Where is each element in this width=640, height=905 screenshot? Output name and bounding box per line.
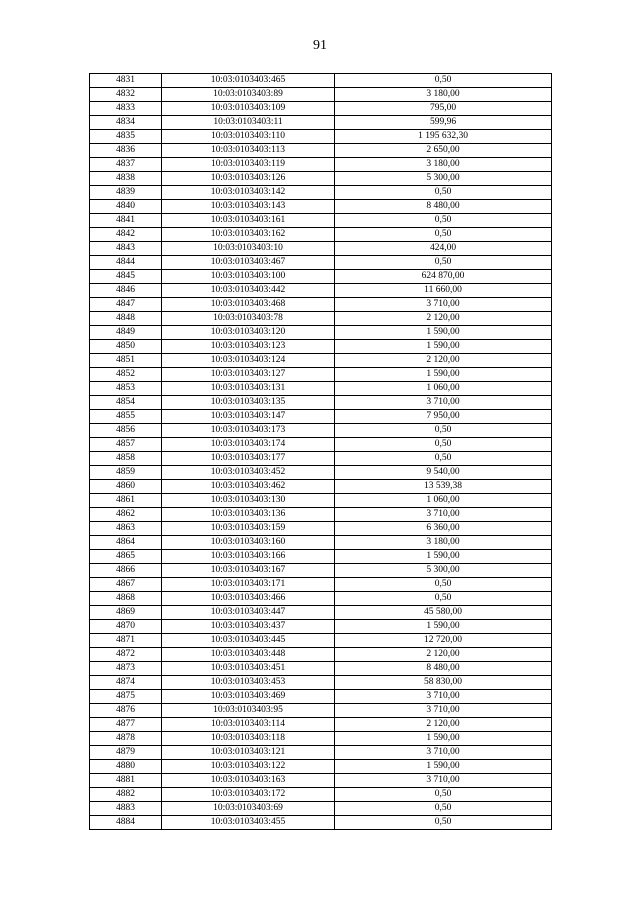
row-number-cell: 4871 bbox=[90, 634, 162, 648]
table-row bbox=[90, 242, 552, 256]
value-cell: 2 120,00 bbox=[335, 312, 552, 326]
value-cell: 0,50 bbox=[335, 592, 552, 606]
table-row bbox=[90, 564, 552, 578]
cadastral-value-table bbox=[89, 73, 552, 830]
row-number-cell: 4850 bbox=[90, 340, 162, 354]
value-cell: 1 590,00 bbox=[335, 340, 552, 354]
cadastral-number-cell: 10:03:0103403:114 bbox=[162, 718, 335, 732]
cadastral-number-cell: 10:03:0103403:126 bbox=[162, 172, 335, 186]
table-row bbox=[90, 214, 552, 228]
table-body bbox=[90, 74, 552, 830]
table-row bbox=[90, 298, 552, 312]
row-number-cell: 4835 bbox=[90, 130, 162, 144]
cadastral-number-cell: 10:03:0103403:100 bbox=[162, 270, 335, 284]
value-cell: 3 710,00 bbox=[335, 746, 552, 760]
cadastral-number-cell: 10:03:0103403:119 bbox=[162, 158, 335, 172]
table-row bbox=[90, 256, 552, 270]
row-number-cell: 4859 bbox=[90, 466, 162, 480]
table-row bbox=[90, 102, 552, 116]
table-row bbox=[90, 592, 552, 606]
table-row bbox=[90, 326, 552, 340]
cadastral-number-cell: 10:03:0103403:172 bbox=[162, 788, 335, 802]
table-row bbox=[90, 662, 552, 676]
table-row bbox=[90, 690, 552, 704]
table-row bbox=[90, 522, 552, 536]
table-row bbox=[90, 606, 552, 620]
cadastral-number-cell: 10:03:0103403:173 bbox=[162, 424, 335, 438]
table-row bbox=[90, 634, 552, 648]
table-row bbox=[90, 676, 552, 690]
row-number-cell: 4852 bbox=[90, 368, 162, 382]
value-cell: 3 710,00 bbox=[335, 508, 552, 522]
value-cell: 8 480,00 bbox=[335, 200, 552, 214]
table-row bbox=[90, 186, 552, 200]
table-row bbox=[90, 172, 552, 186]
cadastral-number-cell: 10:03:0103403:69 bbox=[162, 802, 335, 816]
row-number-cell: 4856 bbox=[90, 424, 162, 438]
value-cell: 6 360,00 bbox=[335, 522, 552, 536]
cadastral-number-cell: 10:03:0103403:118 bbox=[162, 732, 335, 746]
table-row bbox=[90, 396, 552, 410]
value-cell: 9 540,00 bbox=[335, 466, 552, 480]
row-number-cell: 4849 bbox=[90, 326, 162, 340]
row-number-cell: 4861 bbox=[90, 494, 162, 508]
value-cell: 45 580,00 bbox=[335, 606, 552, 620]
value-cell: 624 870,00 bbox=[335, 270, 552, 284]
cadastral-number-cell: 10:03:0103403:95 bbox=[162, 704, 335, 718]
value-cell: 3 710,00 bbox=[335, 774, 552, 788]
cadastral-number-cell: 10:03:0103403:455 bbox=[162, 816, 335, 830]
row-number-cell: 4876 bbox=[90, 704, 162, 718]
table-row bbox=[90, 816, 552, 830]
value-cell: 7 950,00 bbox=[335, 410, 552, 424]
value-cell: 0,50 bbox=[335, 816, 552, 830]
row-number-cell: 4855 bbox=[90, 410, 162, 424]
table-row bbox=[90, 130, 552, 144]
table-row bbox=[90, 354, 552, 368]
row-number-cell: 4870 bbox=[90, 620, 162, 634]
cadastral-number-cell: 10:03:0103403:451 bbox=[162, 662, 335, 676]
value-cell: 1 590,00 bbox=[335, 732, 552, 746]
cadastral-number-cell: 10:03:0103403:130 bbox=[162, 494, 335, 508]
cadastral-number-cell: 10:03:0103403:121 bbox=[162, 746, 335, 760]
table-row bbox=[90, 466, 552, 480]
row-number-cell: 4858 bbox=[90, 452, 162, 466]
cadastral-number-cell: 10:03:0103403:442 bbox=[162, 284, 335, 298]
page-number: 91 bbox=[313, 38, 327, 53]
table-row bbox=[90, 452, 552, 466]
cadastral-number-cell: 10:03:0103403:78 bbox=[162, 312, 335, 326]
cadastral-number-cell: 10:03:0103403:113 bbox=[162, 144, 335, 158]
row-number-cell: 4877 bbox=[90, 718, 162, 732]
row-number-cell: 4875 bbox=[90, 690, 162, 704]
value-cell: 3 180,00 bbox=[335, 536, 552, 550]
value-cell: 1 060,00 bbox=[335, 494, 552, 508]
row-number-cell: 4857 bbox=[90, 438, 162, 452]
value-cell: 424,00 bbox=[335, 242, 552, 256]
table-row bbox=[90, 340, 552, 354]
table-row bbox=[90, 774, 552, 788]
value-cell: 0,50 bbox=[335, 186, 552, 200]
cadastral-number-cell: 10:03:0103403:174 bbox=[162, 438, 335, 452]
row-number-cell: 4860 bbox=[90, 480, 162, 494]
row-number-cell: 4883 bbox=[90, 802, 162, 816]
table-row bbox=[90, 732, 552, 746]
cadastral-number-cell: 10:03:0103403:123 bbox=[162, 340, 335, 354]
value-cell: 0,50 bbox=[335, 788, 552, 802]
cadastral-number-cell: 10:03:0103403:159 bbox=[162, 522, 335, 536]
value-cell: 3 180,00 bbox=[335, 158, 552, 172]
cadastral-number-cell: 10:03:0103403:448 bbox=[162, 648, 335, 662]
row-number-cell: 4832 bbox=[90, 88, 162, 102]
table-row bbox=[90, 410, 552, 424]
table-row bbox=[90, 200, 552, 214]
row-number-cell: 4865 bbox=[90, 550, 162, 564]
row-number-cell: 4853 bbox=[90, 382, 162, 396]
cadastral-number-cell: 10:03:0103403:177 bbox=[162, 452, 335, 466]
value-cell: 11 660,00 bbox=[335, 284, 552, 298]
row-number-cell: 4834 bbox=[90, 116, 162, 130]
cadastral-number-cell: 10:03:0103403:437 bbox=[162, 620, 335, 634]
value-cell: 3 180,00 bbox=[335, 88, 552, 102]
value-cell: 1 590,00 bbox=[335, 326, 552, 340]
value-cell: 1 060,00 bbox=[335, 382, 552, 396]
row-number-cell: 4837 bbox=[90, 158, 162, 172]
table-row bbox=[90, 88, 552, 102]
table-row bbox=[90, 368, 552, 382]
row-number-cell: 4866 bbox=[90, 564, 162, 578]
cadastral-number-cell: 10:03:0103403:109 bbox=[162, 102, 335, 116]
value-cell: 795,00 bbox=[335, 102, 552, 116]
row-number-cell: 4845 bbox=[90, 270, 162, 284]
table-row bbox=[90, 704, 552, 718]
row-number-cell: 4882 bbox=[90, 788, 162, 802]
row-number-cell: 4843 bbox=[90, 242, 162, 256]
row-number-cell: 4874 bbox=[90, 676, 162, 690]
table-row bbox=[90, 312, 552, 326]
cadastral-number-cell: 10:03:0103403:10 bbox=[162, 242, 335, 256]
table-row bbox=[90, 648, 552, 662]
value-cell: 12 720,00 bbox=[335, 634, 552, 648]
row-number-cell: 4838 bbox=[90, 172, 162, 186]
value-cell: 3 710,00 bbox=[335, 298, 552, 312]
table-row bbox=[90, 144, 552, 158]
table-row bbox=[90, 620, 552, 634]
row-number-cell: 4847 bbox=[90, 298, 162, 312]
table-row bbox=[90, 480, 552, 494]
table-row bbox=[90, 116, 552, 130]
cadastral-number-cell: 10:03:0103403:452 bbox=[162, 466, 335, 480]
row-number-cell: 4881 bbox=[90, 774, 162, 788]
value-cell: 3 710,00 bbox=[335, 704, 552, 718]
cadastral-number-cell: 10:03:0103403:136 bbox=[162, 508, 335, 522]
table-row bbox=[90, 284, 552, 298]
cadastral-number-cell: 10:03:0103403:162 bbox=[162, 228, 335, 242]
table-row bbox=[90, 760, 552, 774]
value-cell: 1 590,00 bbox=[335, 550, 552, 564]
row-number-cell: 4862 bbox=[90, 508, 162, 522]
row-number-cell: 4833 bbox=[90, 102, 162, 116]
row-number-cell: 4879 bbox=[90, 746, 162, 760]
value-cell: 2 120,00 bbox=[335, 354, 552, 368]
table-row bbox=[90, 438, 552, 452]
value-cell: 2 650,00 bbox=[335, 144, 552, 158]
value-cell: 0,50 bbox=[335, 214, 552, 228]
value-cell: 1 590,00 bbox=[335, 620, 552, 634]
cadastral-number-cell: 10:03:0103403:161 bbox=[162, 214, 335, 228]
value-cell: 2 120,00 bbox=[335, 718, 552, 732]
value-cell: 1 195 632,30 bbox=[335, 130, 552, 144]
cadastral-number-cell: 10:03:0103403:120 bbox=[162, 326, 335, 340]
value-cell: 0,50 bbox=[335, 256, 552, 270]
row-number-cell: 4867 bbox=[90, 578, 162, 592]
cadastral-number-cell: 10:03:0103403:124 bbox=[162, 354, 335, 368]
table-row bbox=[90, 508, 552, 522]
value-cell: 3 710,00 bbox=[335, 396, 552, 410]
cadastral-number-cell: 10:03:0103403:469 bbox=[162, 690, 335, 704]
cadastral-number-cell: 10:03:0103403:453 bbox=[162, 676, 335, 690]
value-cell: 0,50 bbox=[335, 424, 552, 438]
row-number-cell: 4841 bbox=[90, 214, 162, 228]
value-cell: 5 300,00 bbox=[335, 172, 552, 186]
cadastral-number-cell: 10:03:0103403:462 bbox=[162, 480, 335, 494]
table-row bbox=[90, 74, 552, 88]
cadastral-number-cell: 10:03:0103403:160 bbox=[162, 536, 335, 550]
row-number-cell: 4842 bbox=[90, 228, 162, 242]
value-cell: 0,50 bbox=[335, 452, 552, 466]
cadastral-number-cell: 10:03:0103403:143 bbox=[162, 200, 335, 214]
cadastral-number-cell: 10:03:0103403:110 bbox=[162, 130, 335, 144]
row-number-cell: 4864 bbox=[90, 536, 162, 550]
row-number-cell: 4840 bbox=[90, 200, 162, 214]
row-number-cell: 4844 bbox=[90, 256, 162, 270]
cadastral-number-cell: 10:03:0103403:465 bbox=[162, 74, 335, 88]
table-row bbox=[90, 746, 552, 760]
table-row bbox=[90, 270, 552, 284]
row-number-cell: 4868 bbox=[90, 592, 162, 606]
table-row bbox=[90, 382, 552, 396]
cadastral-number-cell: 10:03:0103403:127 bbox=[162, 368, 335, 382]
row-number-cell: 4851 bbox=[90, 354, 162, 368]
value-cell: 2 120,00 bbox=[335, 648, 552, 662]
table-row bbox=[90, 228, 552, 242]
value-cell: 1 590,00 bbox=[335, 368, 552, 382]
cadastral-number-cell: 10:03:0103403:447 bbox=[162, 606, 335, 620]
cadastral-number-cell: 10:03:0103403:467 bbox=[162, 256, 335, 270]
table-row bbox=[90, 788, 552, 802]
value-cell: 13 539,38 bbox=[335, 480, 552, 494]
cadastral-number-cell: 10:03:0103403:466 bbox=[162, 592, 335, 606]
cadastral-number-cell: 10:03:0103403:142 bbox=[162, 186, 335, 200]
cadastral-number-cell: 10:03:0103403:166 bbox=[162, 550, 335, 564]
row-number-cell: 4878 bbox=[90, 732, 162, 746]
value-cell: 0,50 bbox=[335, 438, 552, 452]
cadastral-number-cell: 10:03:0103403:468 bbox=[162, 298, 335, 312]
value-cell: 8 480,00 bbox=[335, 662, 552, 676]
value-cell: 0,50 bbox=[335, 578, 552, 592]
value-cell: 0,50 bbox=[335, 74, 552, 88]
cadastral-number-cell: 10:03:0103403:11 bbox=[162, 116, 335, 130]
table-row bbox=[90, 158, 552, 172]
row-number-cell: 4846 bbox=[90, 284, 162, 298]
value-cell: 5 300,00 bbox=[335, 564, 552, 578]
row-number-cell: 4872 bbox=[90, 648, 162, 662]
cadastral-number-cell: 10:03:0103403:445 bbox=[162, 634, 335, 648]
table-row bbox=[90, 536, 552, 550]
table-row bbox=[90, 718, 552, 732]
cadastral-number-cell: 10:03:0103403:147 bbox=[162, 410, 335, 424]
row-number-cell: 4863 bbox=[90, 522, 162, 536]
table-row bbox=[90, 494, 552, 508]
row-number-cell: 4839 bbox=[90, 186, 162, 200]
cadastral-number-cell: 10:03:0103403:163 bbox=[162, 774, 335, 788]
row-number-cell: 4836 bbox=[90, 144, 162, 158]
value-cell: 0,50 bbox=[335, 228, 552, 242]
cadastral-number-cell: 10:03:0103403:122 bbox=[162, 760, 335, 774]
cadastral-number-cell: 10:03:0103403:135 bbox=[162, 396, 335, 410]
row-number-cell: 4873 bbox=[90, 662, 162, 676]
row-number-cell: 4848 bbox=[90, 312, 162, 326]
table-row bbox=[90, 578, 552, 592]
value-cell: 0,50 bbox=[335, 802, 552, 816]
cadastral-number-cell: 10:03:0103403:167 bbox=[162, 564, 335, 578]
table-row bbox=[90, 802, 552, 816]
cadastral-number-cell: 10:03:0103403:89 bbox=[162, 88, 335, 102]
row-number-cell: 4869 bbox=[90, 606, 162, 620]
cadastral-number-cell: 10:03:0103403:131 bbox=[162, 382, 335, 396]
row-number-cell: 4854 bbox=[90, 396, 162, 410]
row-number-cell: 4831 bbox=[90, 74, 162, 88]
cadastral-number-cell: 10:03:0103403:171 bbox=[162, 578, 335, 592]
row-number-cell: 4880 bbox=[90, 760, 162, 774]
table-row bbox=[90, 424, 552, 438]
value-cell: 58 830,00 bbox=[335, 676, 552, 690]
table-row bbox=[90, 550, 552, 564]
row-number-cell: 4884 bbox=[90, 816, 162, 830]
value-cell: 599,96 bbox=[335, 116, 552, 130]
value-cell: 3 710,00 bbox=[335, 690, 552, 704]
value-cell: 1 590,00 bbox=[335, 760, 552, 774]
